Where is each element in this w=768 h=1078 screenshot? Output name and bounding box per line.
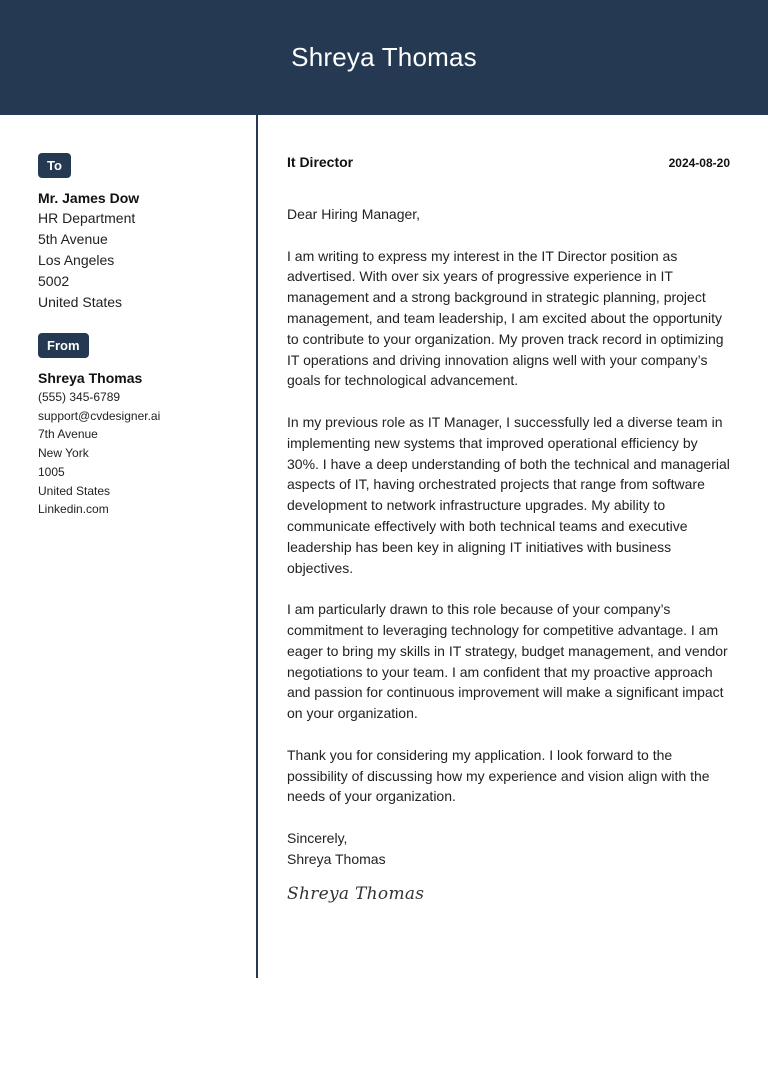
handwritten-signature: Shreya Thomas [287, 883, 425, 904]
to-badge: To [38, 153, 71, 178]
closing-block [287, 828, 730, 870]
sidebar [38, 153, 238, 519]
sender-country: United States [38, 483, 111, 498]
sender-city: New York [38, 446, 89, 461]
letter-date: 2024-08-20 [668, 156, 730, 170]
sender-postal-code: 1005 [38, 464, 65, 479]
closing-name: Shreya Thomas [287, 850, 386, 867]
sender-details [38, 369, 238, 519]
job-title: It Director [287, 154, 354, 170]
letter-body [287, 204, 730, 807]
body-paragraph-2: In my previous role as IT Manager, I successfully led a diverse team in implementing new systems that improved operational efficiency by 30%. I have a deep understanding of both the technical and managerial aspects of IT, having orchestrated projects that range from software development to network infrastructure upgrades. My ability to communicate effectively with both technical teams and executive leadership has been key in aligning IT initiatives with business objectives. [287, 413, 730, 576]
applicant-name: Shreya Thomas [291, 42, 477, 72]
page-header [0, 0, 768, 115]
recipient-postal-code: 5002 [38, 273, 70, 289]
recipient-section [38, 153, 238, 313]
sender-street: 7th Avenue [38, 427, 98, 442]
recipient-name: Mr. James Dow [38, 190, 140, 206]
recipient-country: United States [38, 294, 123, 310]
recipient-street: 5th Avenue [38, 231, 108, 247]
body-paragraph-1: I am writing to express my interest in the IT Director position as advertised. With over six years of progressive experience in IT management and a strong background in strategic planning, project management, and team leadership, I am excited about the opportunity to contribute to your organization. My proven track record in optimizing IT operations and driving innovation aligns well with your company’s goals for technological advancement. [287, 247, 724, 389]
body-paragraph-4: Thank you for considering my application. I look forward to the possibility of discussing how my experience and vision align with the needs of your organization. [287, 746, 710, 805]
sender-email: support@cvdesigner.ai [38, 408, 161, 423]
from-badge: From [38, 333, 89, 358]
sender-name: Shreya Thomas [38, 370, 143, 386]
letter-title-row [287, 154, 730, 172]
letter-content [287, 154, 730, 904]
salutation: Dear Hiring Manager, [287, 206, 421, 222]
body-paragraph-3: I am particularly drawn to this role because of your company’s commitment to leveraging technology for competitive advantage. I am eager to bring my skills in IT strategy, budget management, and vendor negotiations to your team. I am confident that my proactive approach and passion for continuous improvement will make a significant impact on your organization. [287, 601, 728, 722]
sender-phone: (555) 345-6789 [38, 390, 121, 404]
column-divider [256, 115, 258, 978]
sender-section [38, 333, 238, 519]
recipient-department: HR Department [38, 210, 136, 226]
closing-phrase: Sincerely, [287, 829, 348, 846]
recipient-details [38, 188, 238, 313]
recipient-city: Los Angeles [38, 252, 115, 268]
sender-linkedin: Linkedin.com [38, 502, 109, 517]
